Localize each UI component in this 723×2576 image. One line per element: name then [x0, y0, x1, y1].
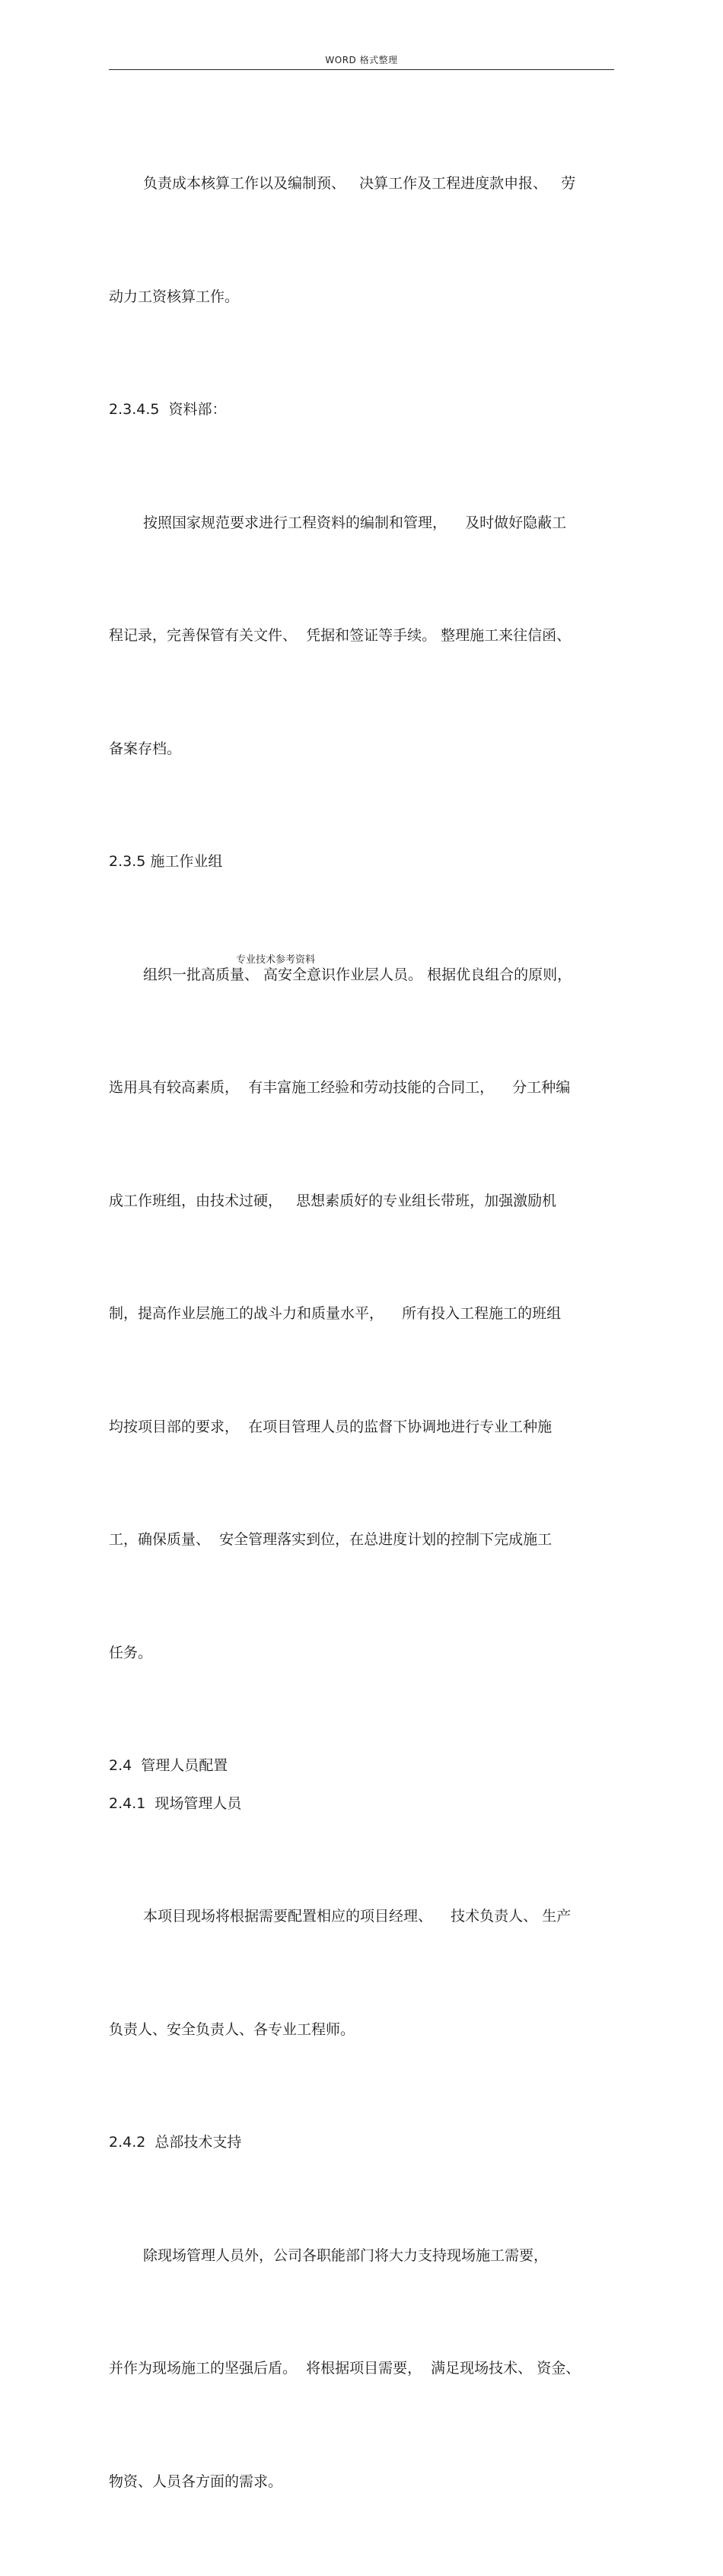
paragraph-line: 备案存档。	[109, 731, 614, 769]
page-header: WORD 格式整理	[0, 53, 723, 66]
heading-2-3-5: 2.3.5 施工作业组	[109, 843, 614, 881]
paragraph-line: 按照国家规范要求进行工程资料的编制和管理， 及时做好隐蔽工	[109, 505, 614, 543]
paragraph-work-teams	[109, 881, 614, 1748]
heading-2-4-1: 2.4.1 现场管理人员	[109, 1785, 614, 1823]
paragraph-line: 成工作班组，由技术过硬， 思想素质好的专业组长带班，加强激励机	[109, 1183, 614, 1221]
paragraph-line: 本项目现场将根据需要配置相应的项目经理、 技术负责人、 生产	[109, 1898, 614, 1936]
paragraph-line: 并作为现场施工的坚强后盾。 将根据项目需要， 满足现场技术、 资金、	[109, 2350, 614, 2388]
document-body	[109, 90, 614, 2576]
heading-2-4-2: 2.4.2 总部技术支持	[109, 2124, 614, 2162]
paragraph-line: 程记录，完善保管有关文件、 凭据和签证等手续。 整理施工来往信函、	[109, 617, 614, 655]
paragraph-line: 制，提高作业层施工的战斗力和质量水平， 所有投入工程施工的班组	[109, 1295, 614, 1333]
paragraph-line: 除现场管理人员外，公司各职能部门将大力支持现场施工需要，	[109, 2237, 614, 2275]
paragraph-line: 负责人、安全负责人、各专业工程师。	[109, 2011, 614, 2049]
heading-2-4: 2.4 管理人员配置	[109, 1747, 614, 1785]
paragraph-line: 动力工资核算工作。	[109, 279, 614, 317]
paragraph-line: 物资、人员各方面的需求。	[109, 2463, 614, 2501]
paragraph-documentation	[109, 429, 614, 844]
paragraph-cost-accounting	[109, 90, 614, 391]
paragraph-line: 负责成本核算工作以及编制预、 决算工作及工程进度款申报、 劳	[109, 165, 614, 203]
header-divider	[109, 69, 614, 70]
paragraph-line: 均按项目部的要求， 在项目管理人员的监督下协调地进行专业工种施	[109, 1409, 614, 1447]
paragraph-line: 任务。	[109, 1635, 614, 1673]
paragraph-site-management	[109, 1823, 614, 2124]
page-footer: 专业技术参考资料	[236, 951, 315, 966]
heading-2-3-4-5: 2.3.4.5 资料部：	[109, 391, 614, 429]
paragraph-line: 组织一批高质量、 高安全意识作业层人员。 根据优良组合的原则，	[109, 957, 614, 995]
paragraph-line: 工，确保质量、 安全管理落实到位，在总进度计划的控制下完成施工	[109, 1521, 614, 1559]
paragraph-line: 选用具有较高素质， 有丰富施工经验和劳动技能的合同工， 分工种编	[109, 1069, 614, 1107]
paragraph-hq-support	[109, 2162, 614, 2576]
